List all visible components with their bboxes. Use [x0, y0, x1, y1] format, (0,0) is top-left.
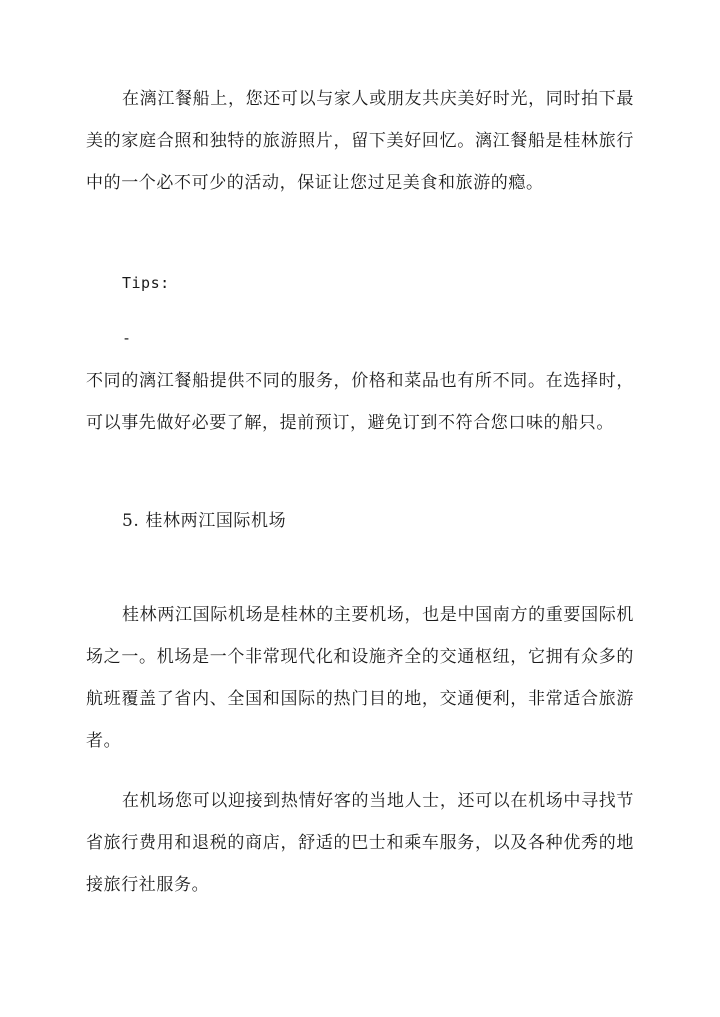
section-heading-airport: 5. 桂林两江国际机场	[122, 511, 287, 531]
tips-bullet: -	[122, 329, 132, 347]
paragraph-li-river-dining-boat: 在漓江餐船上，您还可以与家人或朋友共庆美好时光，同时拍下最美的家庭合照和独特的旅游照片，留下美好回忆。漓江餐船是桂林旅行中的一个必不可少的活动，保证让您过足美食和旅游的瘾。	[86, 89, 634, 193]
tips-label: Tips:	[122, 274, 170, 292]
paragraph-airport-services: 在机场您可以迎接到热情好客的当地人士，还可以在机场中寻找节省旅行费用和退税的商店，舒适的巴士和乘车服务，以及各种优秀的地接旅行社服务。	[86, 791, 634, 895]
paragraph-airport-overview: 桂林两江国际机场是桂林的主要机场，也是中国南方的重要国际机场之一。机场是一个非常现代化和设施齐全的交通枢纽，它拥有众多的航班覆盖了省内、全国和国际的热门目的地，交通便利，非常适合旅游者。	[86, 605, 634, 751]
tips-text: 不同的漓江餐船提供不同的服务，价格和菜品也有所不同。在选择时，可以事先做好必要了解，提前预订，避免订到不符合您口味的船只。	[86, 371, 634, 433]
